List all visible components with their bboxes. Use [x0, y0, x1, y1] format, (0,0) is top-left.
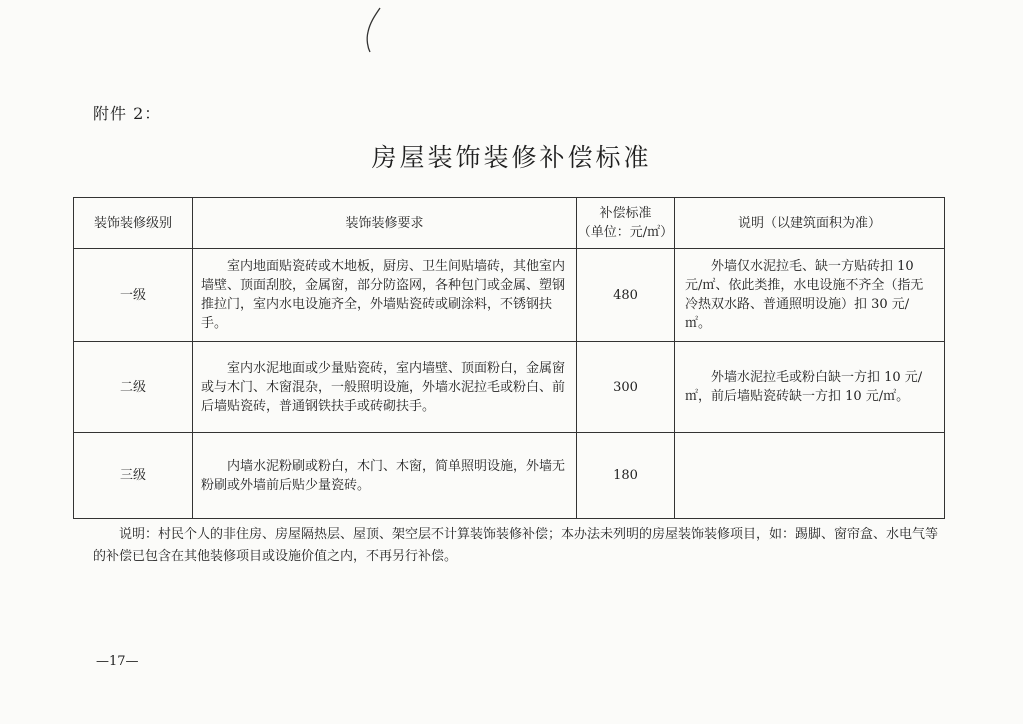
level-cell: 一级: [74, 249, 193, 342]
pen-stroke-mark: [360, 6, 390, 54]
attachment-label: 附件 2：: [93, 104, 162, 123]
requirements-cell: [193, 433, 577, 519]
table-row: [74, 249, 945, 342]
requirements-cell: [193, 249, 577, 342]
requirements-text: 内墙水泥粉刷或粉白，木门、木窗，简单照明设施，外墙无粉刷或外墙前后贴少量瓷砖。: [201, 458, 566, 493]
requirements-cell: [193, 342, 577, 433]
table-row: [74, 342, 945, 433]
standard-cell: 180: [577, 433, 675, 519]
header-standard: [577, 198, 675, 249]
header-standard-line1: 补偿标准: [599, 206, 652, 221]
note-text: 外墙水泥拉毛或粉白缺一方扣 10 元/㎡，前后墙贴瓷砖缺一方扣 10 元/㎡。: [685, 370, 923, 404]
footnote: 说明：村民个人的非住房、房屋隔热层、屋顶、架空层不计算装饰装修补偿；本办法未列明的房屋装饰装修项目，如：踢脚、窗帘盒、水电气等的补偿已包含在其他装修项目或设施价值之内，不再另行补偿。: [93, 527, 939, 564]
page-title: 房屋装饰装修补偿标准: [371, 143, 652, 172]
standard-cell: 300: [577, 342, 675, 433]
header-level: 装饰装修级别: [74, 198, 193, 249]
standard-cell: 480: [577, 249, 675, 342]
level-cell: 二级: [74, 342, 193, 433]
header-note: 说明（以建筑面积为准）: [675, 198, 945, 249]
note-cell: [675, 342, 945, 433]
compensation-table: [73, 197, 945, 519]
requirements-text: 室内水泥地面或少量贴瓷砖，室内墙壁、顶面粉白，金属窗或与木门、木窗混杂，一般照明设施，外墙水泥拉毛或粉白、前后墙贴瓷砖，普通钢铁扶手或砖砌扶手。: [201, 360, 566, 414]
header-requirements: 装饰装修要求: [193, 198, 577, 249]
table-row: [74, 433, 945, 519]
note-text: 外墙仅水泥拉毛、缺一方贴砖扣 10 元/㎡、依此类推，水电设施不齐全（指无冷热双水路、普通照明设施）扣 30 元/㎡。: [685, 259, 924, 331]
page-number: —17—: [96, 654, 139, 669]
level-cell: 三级: [74, 433, 193, 519]
table-header-row: [74, 198, 945, 249]
note-cell: [675, 433, 945, 519]
header-standard-line2: （单位：元/㎡）: [577, 225, 674, 240]
requirements-text: 室内地面贴瓷砖或木地板，厨房、卫生间贴墙砖，其他室内墙壁、顶面刮胶，金属窗，部分防盗网，各种包门或金属、塑钢推拉门，室内水电设施齐全，外墙贴瓷砖或刷涂料，不锈钢扶手。: [201, 259, 566, 331]
note-cell: [675, 249, 945, 342]
